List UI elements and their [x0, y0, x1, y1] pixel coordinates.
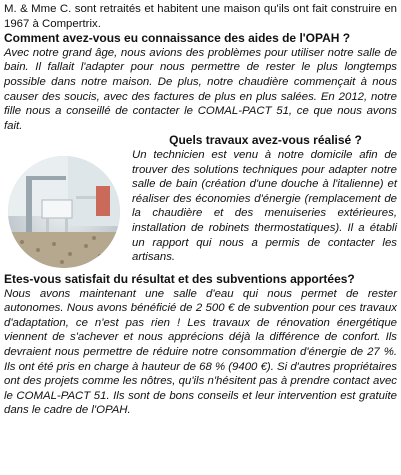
intro-paragraph: M. & Mme C. sont retraités et habitent une maison qu'ils ont fait construire en 1967 à Compertrix. — [4, 3, 397, 30]
answer-3: Nous avons maintenant une salle d'eau qui nous permet de rester autonomes. Nous avons bénéficié de 2 500 € de subvention pour ces travaux d'adaptation, ce n'est pas rien ! Les travaux de rénovation énergétique viennent de s'achever et nous apprécions déjà la différence de confort. Ils devraient nous permettre de réduire notre consommation d'énergie de 27 %. Ils ont été pris en charge à hauteur de 68 % (9400 €). Si d'autres propriétaires ont des projets comme les nôtres, qu'ils n'hésitent pas à prendre contact avec le COMAL-PACT 51. Ils sont de bons conseils et leur intervention est gratuite dans le cadre de l'OPAH. — [4, 287, 397, 417]
answer-2: Un technicien est venu à notre domicile afin de trouver des solutions techniques pour adapter notre salle de bain (création d'une douche à l'italienne) et réaliser des économies d'énergie (remplacement de la chaudière et des menuiseries extérieures, installation de robinets thermostatiques). Il a établi un rapport qui nous a permis de contacter les artisans. — [132, 148, 397, 264]
answer-1: Avec notre grand âge, nous avions des problèmes pour utiliser notre salle de bain. Il fallait l'adapter pour nous permettre de rester le plus longtemps possible dans notre maison. De plus, notre chaudière commençait à nous causer des soucis, avec des factures de plus en plus salées. En 2012, notre fille nous a conseillé de contacter le COMAL-PACT 51, ce que nous avons fait. — [4, 46, 397, 132]
bathroom-photo — [8, 156, 120, 268]
question-1: Comment avez-vous eu connaissance des aides de l'OPAH ? — [4, 31, 351, 46]
question-3: Etes-vous satisfait du résultat et des subventions apportées? — [4, 271, 355, 286]
question-2: Quels travaux avez-vous réalisé ? — [169, 133, 362, 148]
